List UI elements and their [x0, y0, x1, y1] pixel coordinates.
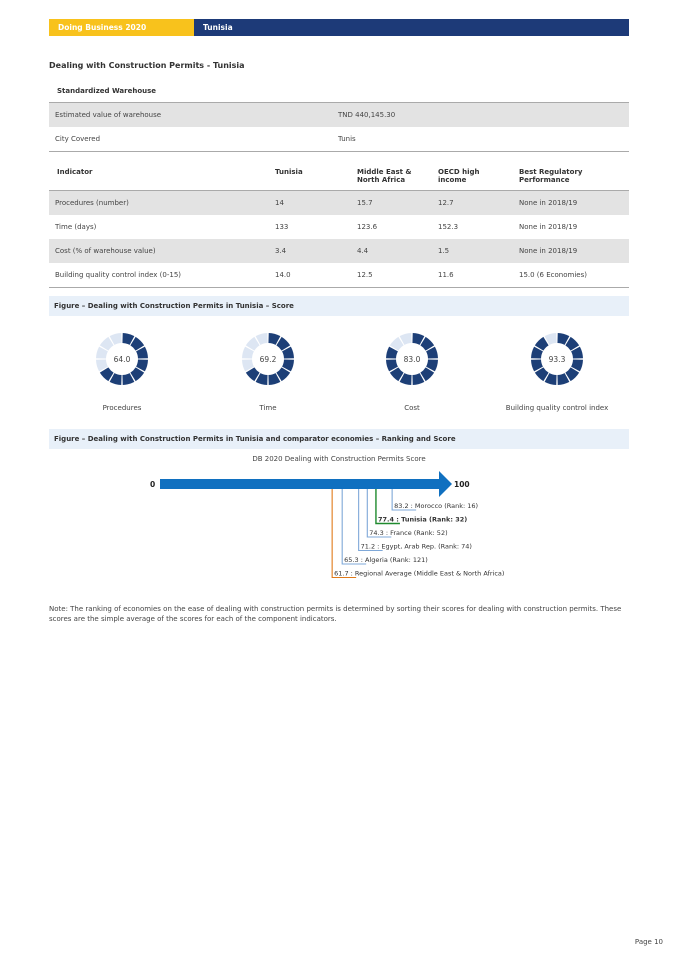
- cell: 123.6: [357, 223, 378, 231]
- cell: None in 2018/19: [519, 247, 578, 255]
- cell: Time (days): [55, 223, 97, 231]
- table-row: [49, 215, 629, 239]
- header-mena: Middle East & North Africa: [357, 168, 412, 184]
- row-value: TND 440,145.30: [338, 111, 396, 119]
- axis-min-label: 0: [150, 480, 156, 489]
- score-label: 77.4 : Tunisia (Rank: 32): [377, 515, 468, 524]
- table-row: [49, 191, 629, 215]
- header-oecd: OECD high income: [438, 168, 480, 184]
- row-label: City Covered: [55, 135, 101, 143]
- figure-ranking-title: Figure – Dealing with Construction Permits in Tunisia and comparator economies – Ranking and Score: [49, 429, 629, 449]
- cell: 3.4: [275, 247, 287, 255]
- donut-label: Cost: [404, 404, 420, 412]
- score-marker-line: [342, 489, 366, 564]
- cell: 133: [275, 223, 289, 231]
- score-label: 61.7 : Regional Average (Middle East & North Africa): [334, 569, 505, 578]
- warehouse-title: Standardized Warehouse: [57, 87, 157, 95]
- cell: 15.0 (6 Economies): [519, 271, 587, 279]
- donut-chart: [238, 329, 298, 389]
- score-axis-bar: [160, 479, 439, 489]
- donut-label: Time: [259, 404, 277, 412]
- donut-chart: [527, 329, 587, 389]
- header-banner: [49, 19, 629, 36]
- cell: Cost (% of warehouse value): [55, 247, 156, 255]
- axis-max-label: 100: [454, 480, 470, 489]
- cell: 14: [275, 199, 284, 207]
- footnote: Note: The ranking of economies on the ease of dealing with construction permits is determined by sorting their scores for dealing with construction permits. These scores are the simple average of the scores for each of the component indicators.: [49, 605, 622, 623]
- score-label: 74.3 : France (Rank: 52): [369, 529, 448, 537]
- header-indicator: Indicator: [57, 168, 93, 176]
- donut-score: 64.0: [113, 355, 131, 364]
- table-row: [49, 239, 629, 263]
- row-value: Tunis: [338, 135, 356, 143]
- cell: 12.7: [438, 199, 454, 207]
- cell: None in 2018/19: [519, 199, 578, 207]
- cell: 14.0: [275, 271, 291, 279]
- cell: 4.4: [357, 247, 369, 255]
- score-label: 65.3 : Algeria (Rank: 121): [344, 556, 428, 564]
- cell: Procedures (number): [55, 199, 129, 207]
- cell: None in 2018/19: [519, 223, 578, 231]
- figure-score-title: Figure – Dealing with Construction Permits in Tunisia – Score: [49, 296, 629, 316]
- score-label: 71.2 : Egypt, Arab Rep. (Rank: 74): [360, 542, 472, 551]
- table-header: [49, 163, 629, 191]
- cell: 11.6: [438, 271, 454, 279]
- table-row: [49, 263, 629, 288]
- score-label: 83.2 : Morocco (Rank: 16): [394, 502, 479, 510]
- row-label: Estimated value of warehouse: [55, 111, 162, 119]
- economy-name: Tunisia: [194, 19, 629, 36]
- cell: 1.5: [438, 247, 450, 255]
- header-tunisia: Tunisia: [275, 168, 303, 176]
- donut-chart: [92, 329, 152, 389]
- header-best: Best Regulatory Performance: [519, 168, 583, 184]
- ranking-chart-title: DB 2020 Dealing with Construction Permits Score: [252, 455, 426, 463]
- warehouse-table: [49, 102, 629, 152]
- donut-label: Procedures: [102, 404, 142, 412]
- cell: 12.5: [357, 271, 373, 279]
- donut-label: Building quality control index: [505, 404, 609, 412]
- table-row: [49, 103, 629, 127]
- report-title: Doing Business 2020: [49, 19, 194, 36]
- axis-arrowhead: [439, 471, 452, 497]
- indicator-table: [49, 163, 629, 288]
- cell: 152.3: [438, 223, 459, 231]
- table-row: [49, 127, 629, 152]
- donut-chart: [382, 329, 442, 389]
- donut-score: 93.3: [548, 355, 566, 364]
- cell: Building quality control index (0-15): [55, 271, 182, 279]
- donut-score: 83.0: [403, 355, 421, 364]
- page-number: Page 10: [634, 938, 663, 946]
- ranking-chart: [0, 465, 679, 585]
- donut-score: 69.2: [259, 355, 277, 364]
- section-title: Dealing with Construction Permits - Tunisia: [49, 61, 245, 70]
- cell: 15.7: [357, 199, 373, 207]
